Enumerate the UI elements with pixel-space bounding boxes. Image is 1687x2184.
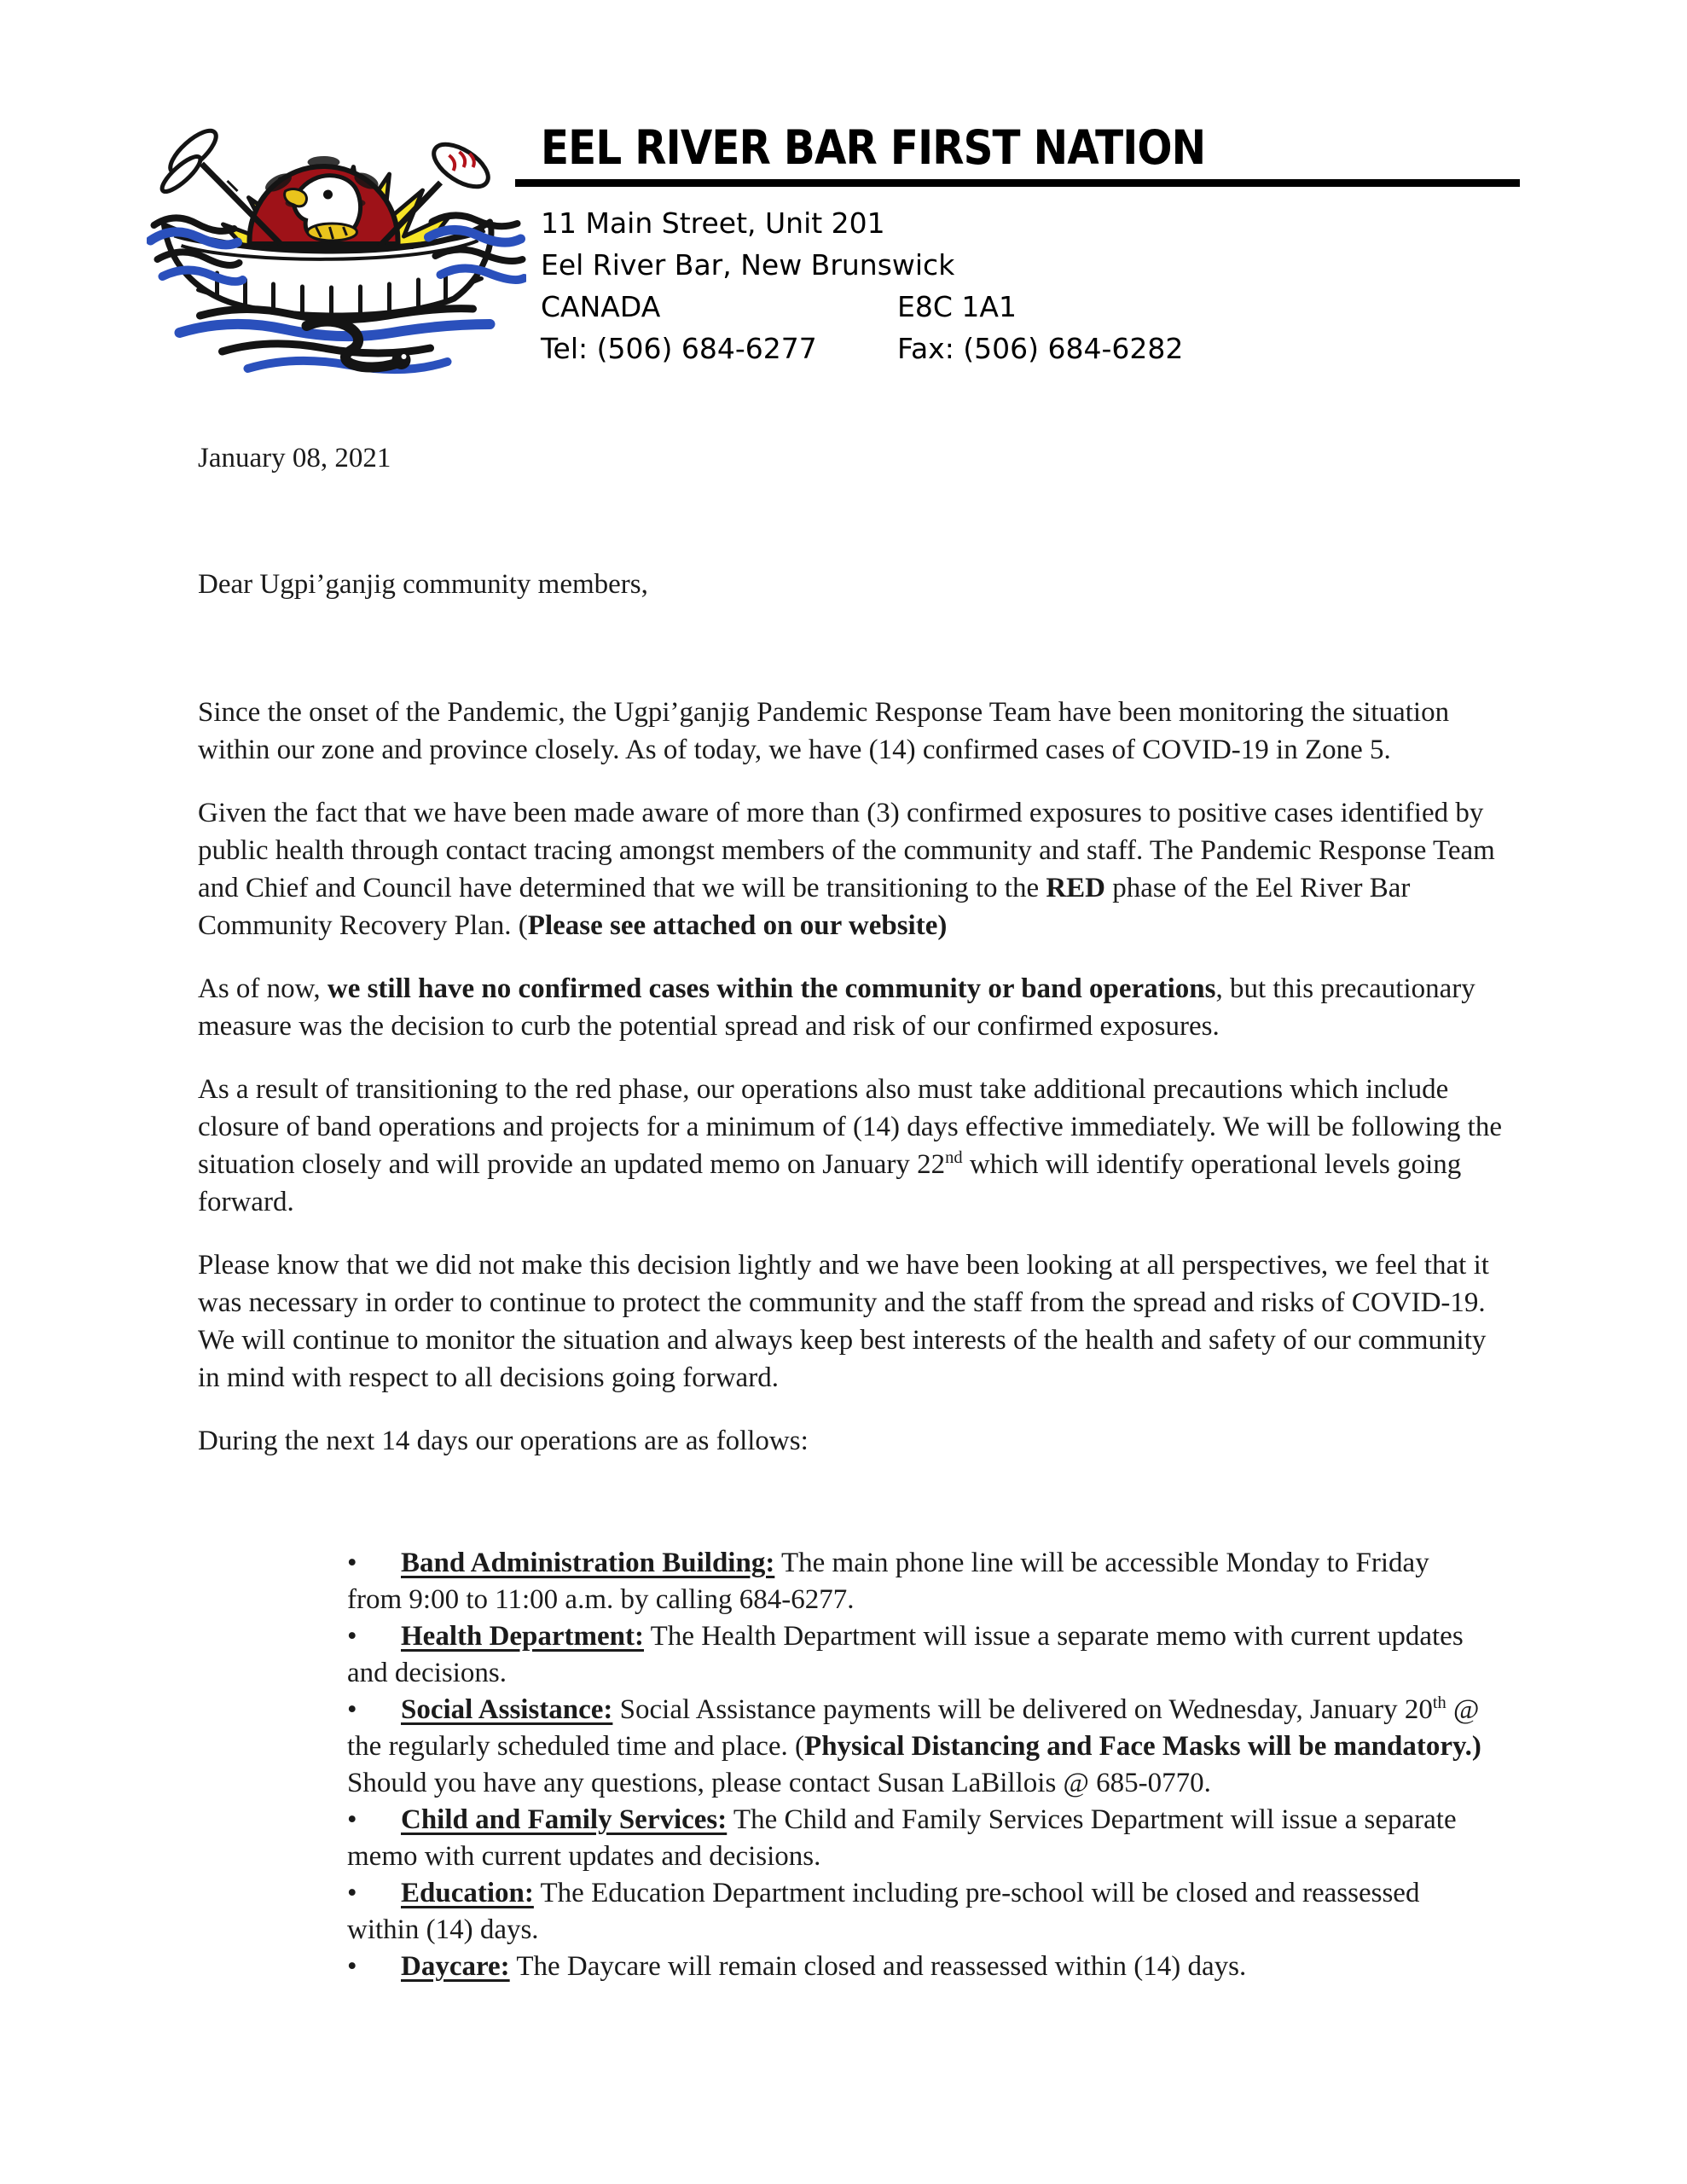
bullet-icon: • — [347, 1548, 357, 1578]
paragraph: Please know that we did not make this decision lightly and we have been looking at all perspectives, we feel that it was necessary in order to continue to protect the community and the staff from the spread and risks of COVID-19. We will continue to monitor the situation and always keep best interests of the health and safety of our community in mind with respect to all decisions going forward. — [198, 1250, 1489, 1393]
list-item — [347, 1692, 1483, 1802]
org-name: EEL RIVER BAR FIRST NATION — [541, 120, 1206, 175]
list-item-text: Social Assistance: Social Assistance payments will be delivered on Wednesday, January 20th @ the regularly scheduled time and place. (Physical Distancing and Face Masks will be mandatory.) Should you have any questions, please contact Susan LaBillois @ 685-0770. — [347, 1693, 1481, 1798]
list-item-text: Child and Family Services: The Child and Family Services Department will issue a separate memo with current updates and decisions. — [347, 1804, 1457, 1872]
list-item — [347, 1618, 1483, 1692]
letter-body — [198, 439, 1504, 1985]
bullet-icon: • — [347, 1621, 357, 1652]
list-item — [347, 1545, 1483, 1618]
list-item-text: Daycare: The Daycare will remain closed and reassessed within (14) days. — [401, 1951, 1247, 1982]
list-item-text: Education: The Education Department including pre-school will be closed and reassessed within (14) days. — [347, 1878, 1420, 1945]
bullet-icon: • — [347, 1694, 357, 1725]
fax: Fax: (506) 684-6282 — [897, 332, 1184, 365]
address-line-2: Eel River Bar, New Brunswick — [541, 248, 955, 282]
bullet-icon: • — [347, 1951, 357, 1982]
bullet-icon: • — [347, 1878, 357, 1908]
list-item — [347, 1875, 1483, 1949]
address-line-3 — [541, 286, 1547, 328]
bullet-icon: • — [347, 1804, 357, 1835]
org-logo — [147, 97, 526, 398]
operations-intro: During the next 14 days our operations are as follows: — [198, 1426, 809, 1456]
telephone: Tel: (506) 684-6277 — [541, 332, 817, 365]
list-item — [347, 1949, 1483, 1985]
letterhead-text — [541, 120, 1547, 369]
paragraph: Since the onset of the Pandemic, the Ugpi’ganjig Pandemic Response Team have been monitoring the situation within our zone and province closely. As of today, we have (14) confirmed cases of COVID-19 in Zone 5. — [198, 697, 1450, 765]
org-title-underline — [515, 120, 1520, 187]
paragraph: As a result of transitioning to the red phase, our operations also must take additional precautions which include closure of band operations and projects for a minimum of (14) days effective immediately. We will be following the situation closely and will provide an updated memo on January 22nd which will identify operational levels going forward. — [198, 1074, 1502, 1217]
postal-code: E8C 1A1 — [897, 290, 1017, 323]
country: CANADA — [541, 290, 661, 323]
list-item-text: Band Administration Building: The main phone line will be accessible Monday to Friday from 9:00 to 11:00 a.m. by calling 684-6277. — [347, 1548, 1429, 1615]
salutation: Dear Ugpi’ganjig community members, — [198, 569, 648, 600]
letter-date: January 08, 2021 — [198, 443, 391, 473]
list-item-text: Health Department: The Health Department will issue a separate memo with current updates and decisions. — [347, 1621, 1464, 1688]
address-line-1: 11 Main Street, Unit 201 — [541, 206, 885, 240]
list-item — [347, 1802, 1483, 1875]
paragraph: Given the fact that we have been made aware of more than (3) confirmed exposures to positive cases identified by public health through contact tracing amongst members of the community and staff. The Pandemic Response Team and Chief and Council have determined that we will be transitioning to the RED phase of the Eel River Bar Community Recovery Plan. (Please see attached on our website) — [198, 798, 1495, 941]
org-address — [541, 202, 1547, 369]
paragraph: As of now, we still have no confirmed cases within the community or band operations, but this precautionary measure was the decision to curb the potential spread and risk of our confirmed exposures. — [198, 973, 1475, 1042]
address-line-4 — [541, 328, 1547, 369]
operations-list — [347, 1545, 1483, 1985]
